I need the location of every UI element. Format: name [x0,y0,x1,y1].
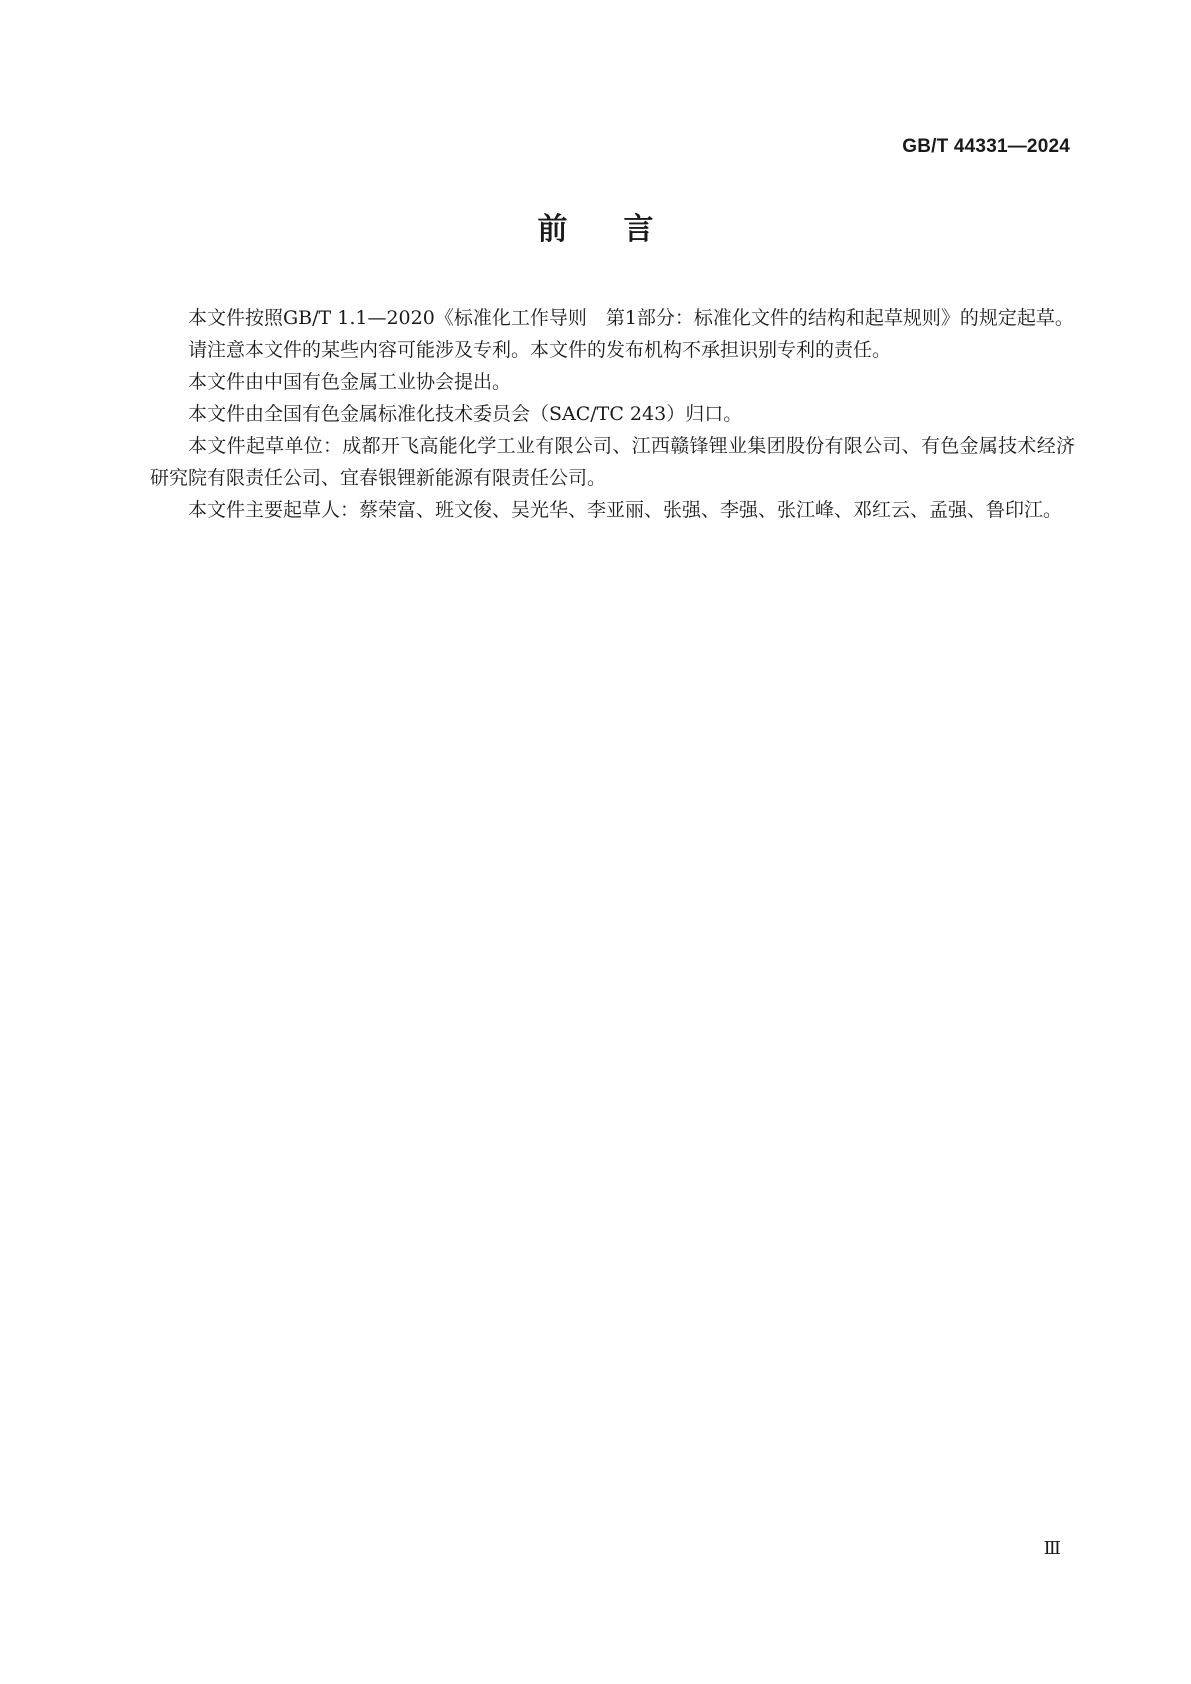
paragraph-committee: 本文件由全国有色金属标准化技术委员会（SAC/TC 243）归口。 [188,403,743,425]
paragraph-proposer: 本文件由中国有色金属工业协会提出。 [188,371,512,393]
paragraph-drafting-rules: 本文件按照GB/T 1.1—2020《标准化工作导则 第1部分：标准化文件的结构和起草规则》的规定起草。 [188,307,1074,329]
paragraph-patent-notice: 请注意本文件的某些内容可能涉及专利。本文件的发布机构不承担识别专利的责任。 [188,339,892,361]
page-title: 前言 [537,212,710,247]
paragraph-drafting-units: 本文件起草单位：成都开飞高能化学工业有限公司、江西赣锋锂业集团股份有限公司、有色金属技术经济研究院有限责任公司、宜春银锂新能源有限责任公司。 [150,435,1075,489]
paragraph-drafters: 本文件主要起草人：蔡荣富、班文俊、吴光华、李亚丽、张强、李强、张江峰、邓红云、孟强、鲁印江。 [188,499,1063,521]
page-number: Ⅲ [1043,1538,1061,1559]
document-code: GB/T 44331—2024 [902,136,1070,157]
foreword-body [150,302,1075,526]
